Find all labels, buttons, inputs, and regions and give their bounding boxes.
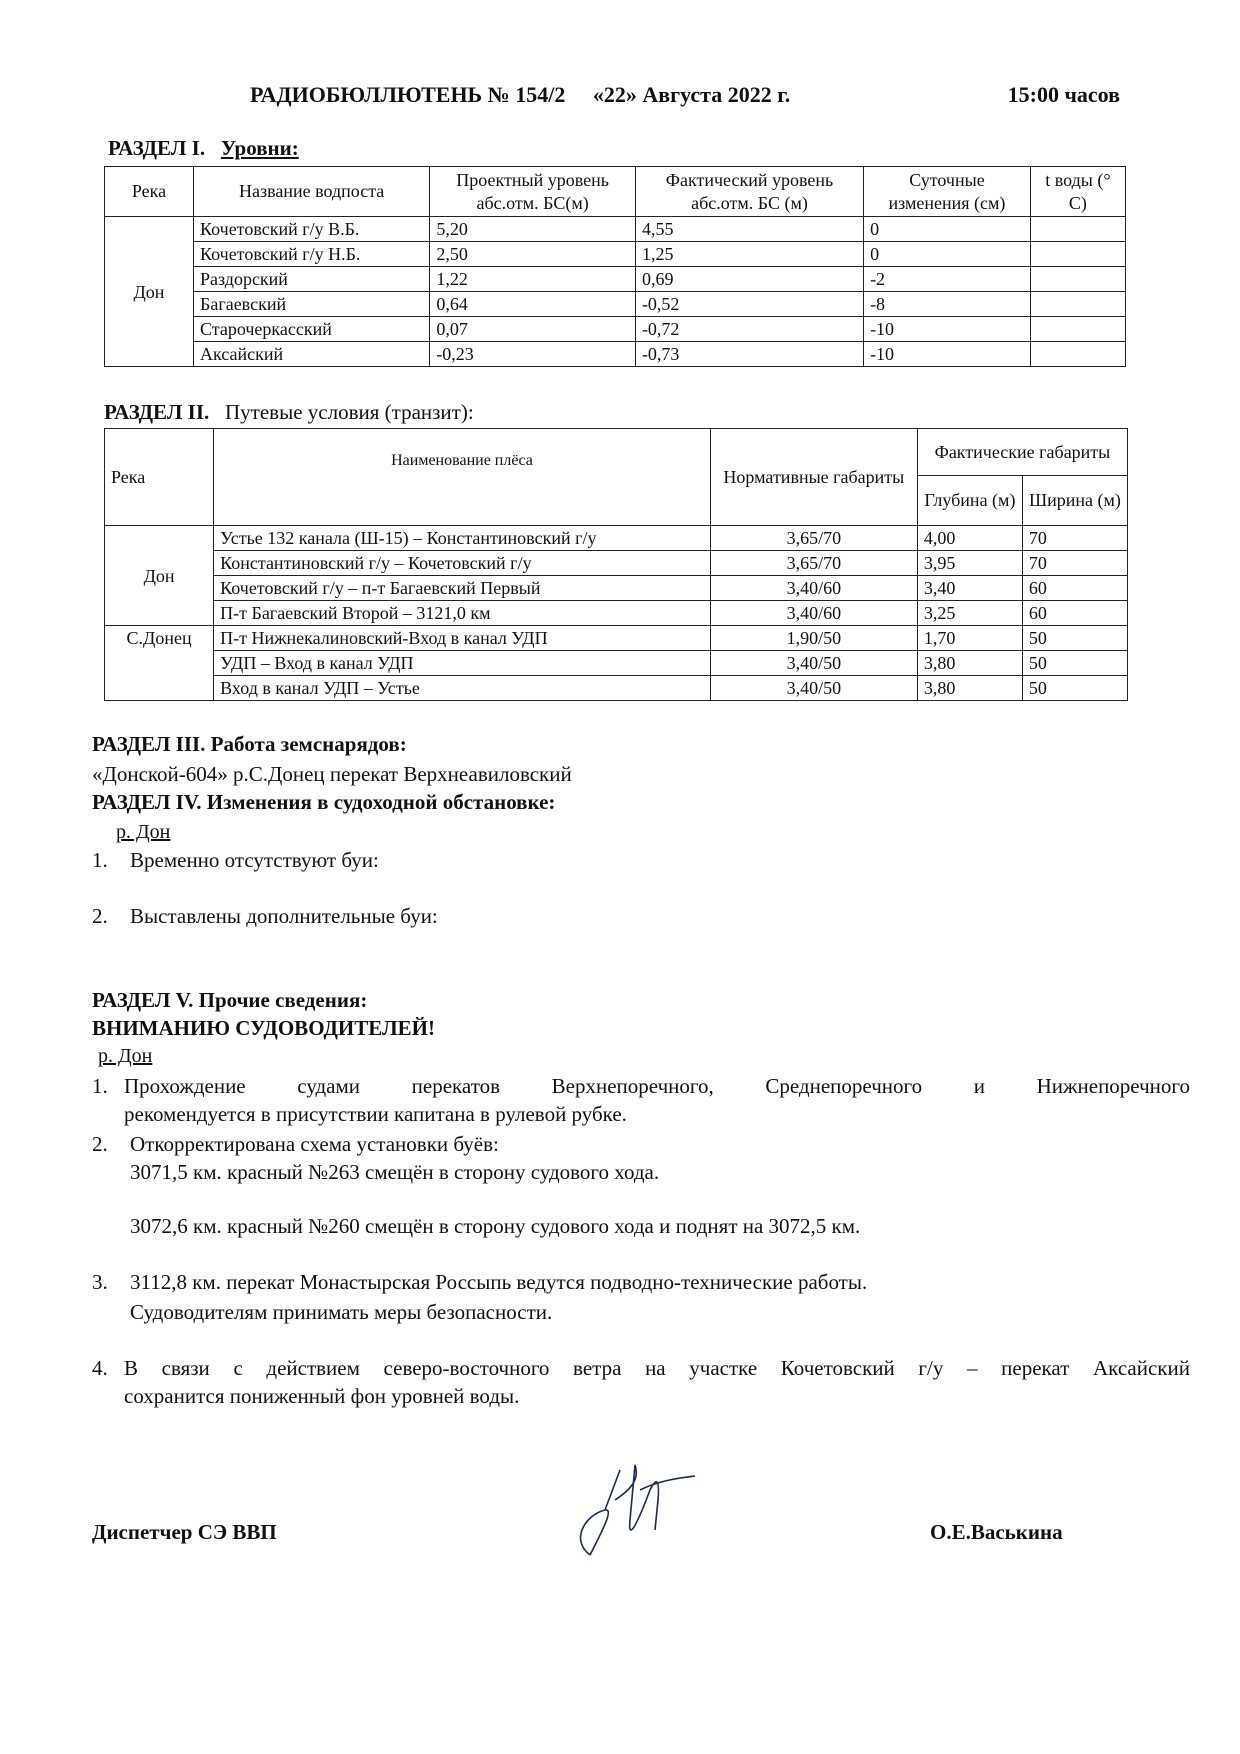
post-cell: Багаевский [194, 292, 430, 317]
list-item [92, 1072, 1190, 1128]
post-cell: Кочетовский г/у Н.Б. [194, 242, 430, 267]
col-width: Ширина (м) [1022, 476, 1127, 526]
item-text: 3071,5 км. красный №263 смещён в сторону судового хода. [130, 1160, 660, 1184]
depth-cell: 3,80 [917, 676, 1022, 701]
table-row [105, 317, 1126, 342]
col-river: Река [105, 167, 194, 217]
table-row [105, 551, 1128, 576]
section2-title: Путевые условия (транзит): [225, 400, 474, 424]
stretch-cell: П-т Нижнекалиновский-Вход в канал УДП [214, 626, 711, 651]
item-number: 2. [92, 904, 108, 928]
change-cell: -2 [864, 267, 1031, 292]
item-text: В связи с действием северо-восточного ветра на участке Кочетовский г/у – перекат Аксайский [124, 1356, 1190, 1380]
route-table [104, 428, 1128, 701]
norm-cell: 3,65/70 [710, 551, 917, 576]
col-depth: Глубина (м) [917, 476, 1022, 526]
section1-title: Уровни: [220, 136, 299, 160]
table-row [105, 576, 1128, 601]
dredger-text: «Донской-604» р.С.Донец перекат Верхнеавиловский [92, 762, 572, 786]
item-text: Выставлены дополнительные буи: [130, 904, 438, 928]
bulletin-title: РАДИОБЮЛЛЮТЕНЬ № 154/2 [250, 82, 566, 107]
col-stretch-name: Наименование плёса [214, 429, 711, 526]
levels-header-row [105, 167, 1126, 217]
temp-cell [1030, 267, 1125, 292]
levels-table [104, 166, 1126, 367]
item-number: 4. [92, 1356, 108, 1380]
item-text: Судоводителям принимать меры безопасности. [130, 1300, 553, 1324]
project-cell: 0,64 [430, 292, 636, 317]
width-cell: 50 [1022, 676, 1127, 701]
item-text: Откорректирована схема установки буёв: [130, 1132, 499, 1156]
depth-cell: 3,40 [917, 576, 1022, 601]
item-text: Прохождение судами перекатов Верхнепоречного, Среднепоречного и Нижнепоречного [124, 1074, 1190, 1098]
temp-cell [1030, 217, 1125, 242]
norm-cell: 3,65/70 [710, 526, 917, 551]
temp-cell [1030, 242, 1125, 267]
bulletin-header [250, 82, 1120, 108]
list-item [92, 846, 379, 874]
col-river: Река [105, 429, 214, 526]
item-text: 3112,8 км. перекат Монастырская Россыпь ведутся подводно-технические работы. [130, 1270, 868, 1294]
col-change: Суточные изменения (см) [864, 167, 1031, 217]
actual-cell: 4,55 [635, 217, 863, 242]
depth-cell: 3,25 [917, 601, 1022, 626]
depth-cell: 3,95 [917, 551, 1022, 576]
depth-cell: 4,00 [917, 526, 1022, 551]
route-header-row [105, 429, 1128, 476]
col-norm: Нормативные габариты [710, 429, 917, 526]
river-cell: С.Донец [105, 626, 214, 701]
col-post: Название водпоста [194, 167, 430, 217]
width-cell: 70 [1022, 551, 1127, 576]
temp-cell [1030, 292, 1125, 317]
item-number: 2. [92, 1132, 108, 1156]
actual-cell: 0,69 [635, 267, 863, 292]
stretch-cell: УДП – Вход в канал УДП [214, 651, 711, 676]
section5-river: р. Дон [98, 1045, 153, 1067]
width-cell: 60 [1022, 576, 1127, 601]
width-cell: 60 [1022, 601, 1127, 626]
stretch-cell: Вход в канал УДП – Устье [214, 676, 711, 701]
stretch-cell: Константиновский г/у – Кочетовский г/у [214, 551, 711, 576]
list-item [92, 1130, 499, 1158]
bulletin-time: 15:00 часов [1007, 82, 1120, 107]
temp-cell [1030, 317, 1125, 342]
list-item [92, 902, 438, 930]
post-cell: Аксайский [194, 342, 430, 367]
section2-heading [104, 400, 474, 425]
river-cell: Дон [105, 217, 194, 367]
item-text: Временно отсутствуют буи: [130, 848, 379, 872]
stretch-cell: П-т Багаевский Второй – 3121,0 км [214, 601, 711, 626]
table-row [105, 651, 1128, 676]
signature-icon [560, 1460, 700, 1570]
dispatcher-position: Диспетчер СЭ ВВП [92, 1520, 277, 1544]
table-row [105, 292, 1126, 317]
depth-cell: 3,80 [917, 651, 1022, 676]
norm-cell: 1,90/50 [710, 626, 917, 651]
dispatcher-name: О.Е.Васькина [930, 1520, 1063, 1544]
actual-cell: -0,72 [635, 317, 863, 342]
item-number: 1. [92, 848, 108, 872]
project-cell: 5,20 [430, 217, 636, 242]
table-row [105, 267, 1126, 292]
stretch-cell: Устье 132 канала (Ш-15) – Константиновский г/у [214, 526, 711, 551]
change-cell: -10 [864, 317, 1031, 342]
project-cell: -0,23 [430, 342, 636, 367]
section5-heading: РАЗДЕЛ V. Прочие сведения: [92, 988, 368, 1012]
table-row [105, 626, 1128, 651]
section1-label: РАЗДЕЛ I. [108, 136, 206, 160]
list-item [92, 1354, 1190, 1410]
col-project: Проектный уровень абс.отм. БС(м) [430, 167, 636, 217]
bulletin-date: «22» Августа 2022 г. [592, 82, 791, 107]
section4-heading: РАЗДЕЛ IV. Изменения в судоходной обстановке: [92, 790, 556, 814]
table-row [105, 342, 1126, 367]
change-cell: 0 [864, 242, 1031, 267]
section2-label: РАЗДЕЛ II. [104, 400, 210, 424]
width-cell: 50 [1022, 626, 1127, 651]
item-number: 3. [92, 1270, 108, 1294]
actual-cell: -0,73 [635, 342, 863, 367]
norm-cell: 3,40/50 [710, 676, 917, 701]
change-cell: 0 [864, 217, 1031, 242]
section4-river: р. Дон [116, 821, 171, 843]
list-item [92, 1268, 867, 1296]
item-number: 1. [92, 1074, 108, 1098]
temp-cell [1030, 342, 1125, 367]
table-row [105, 676, 1128, 701]
norm-cell: 3,40/50 [710, 651, 917, 676]
table-row [105, 526, 1128, 551]
section1-heading [108, 136, 299, 161]
col-fact: Фактические габариты [917, 429, 1127, 476]
section3-heading: РАЗДЕЛ III. Работа земснарядов: [92, 732, 407, 756]
river-cell: Дон [105, 526, 214, 626]
item-text: сохранится пониженный фон уровней воды. [124, 1384, 520, 1408]
col-temp: t воды (° С) [1030, 167, 1125, 217]
col-actual: Фактический уровень абс.отм. БС (м) [635, 167, 863, 217]
change-cell: -10 [864, 342, 1031, 367]
width-cell: 70 [1022, 526, 1127, 551]
depth-cell: 1,70 [917, 626, 1022, 651]
table-row [105, 242, 1126, 267]
norm-cell: 3,40/60 [710, 576, 917, 601]
post-cell: Старочеркасский [194, 317, 430, 342]
norm-cell: 3,40/60 [710, 601, 917, 626]
change-cell: -8 [864, 292, 1031, 317]
project-cell: 0,07 [430, 317, 636, 342]
table-row [105, 217, 1126, 242]
width-cell: 50 [1022, 651, 1127, 676]
actual-cell: -0,52 [635, 292, 863, 317]
item-text: рекомендуется в присутствии капитана в рулевой рубке. [124, 1102, 627, 1126]
item-text: 3072,6 км. красный №260 смещён в сторону судового хода и поднят на 3072,5 км. [130, 1214, 861, 1238]
post-cell: Кочетовский г/у В.Б. [194, 217, 430, 242]
project-cell: 1,22 [430, 267, 636, 292]
attention-heading: ВНИМАНИЮ СУДОВОДИТЕЛЕЙ! [92, 1016, 435, 1040]
actual-cell: 1,25 [635, 242, 863, 267]
table-row [105, 601, 1128, 626]
project-cell: 2,50 [430, 242, 636, 267]
post-cell: Раздорский [194, 267, 430, 292]
stretch-cell: Кочетовский г/у – п-т Багаевский Первый [214, 576, 711, 601]
